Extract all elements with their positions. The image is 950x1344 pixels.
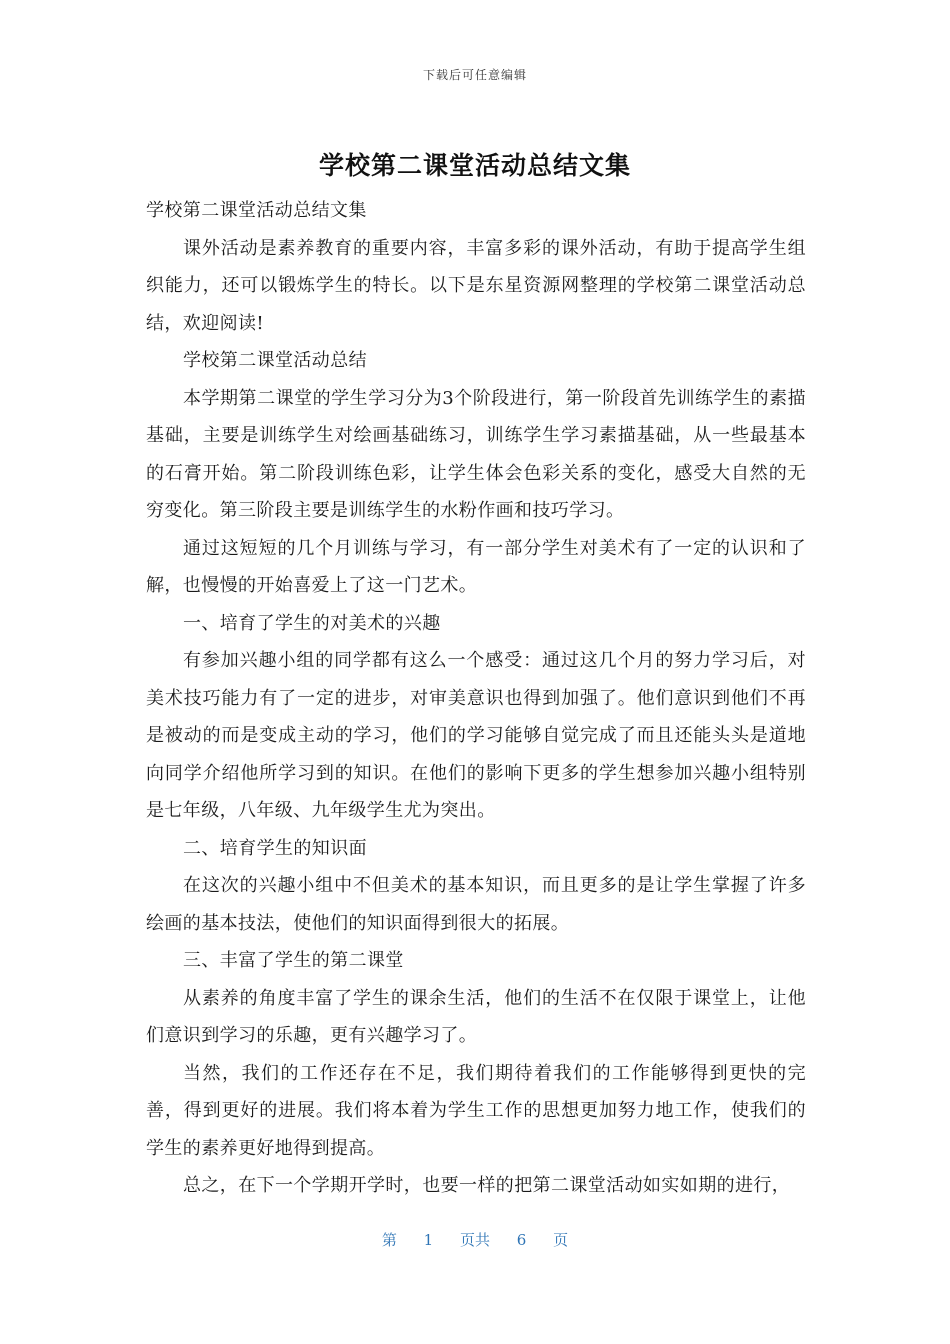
paragraph: 在这次的兴趣小组中不但美术的基本知识，而且更多的是让学生掌握了许多绘画的基本技法，使他们的知识面得到很大的拓展。	[146, 875, 806, 934]
footer-page-total: 6	[516, 1231, 527, 1249]
section-heading: 学校第二课堂活动总结	[183, 350, 367, 371]
paragraph: 当然，我们的工作还存在不足，我们期待着我们的工作能够得到更快的完善，得到更好的进展。我们将本着为学生工作的思想更加努力地工作，使我们的学生的素养更好地得到提高。	[146, 1062, 806, 1159]
paragraph: 通过这短短的几个月训练与学习，有一部分学生对美术有了一定的认识和了解，也慢慢的开始喜爱上了这一门艺术。	[146, 537, 806, 596]
paragraph: 课外活动是素养教育的重要内容，丰富多彩的课外活动，有助于提高学生组织能力，还可以锻炼学生的特长。以下是东星资源网整理的学校第二课堂活动总结，欢迎阅读!	[146, 237, 806, 334]
footer-middle: 页共	[459, 1231, 490, 1249]
paragraph: 学校第二课堂活动总结文集	[146, 200, 367, 221]
paragraph: 从素养的角度丰富了学生的课余生活，他们的生活不在仅限于课堂上，让他们意识到学习的乐趣，更有兴趣学习了。	[146, 987, 806, 1046]
paragraph: 本学期第二课堂的学生学习分为3个阶段进行，第一阶段首先训练学生的素描基础，主要是训练学生对绘画基础练习，训练学生学习素描基础，从一些最基本的石膏开始。第二阶段训练色彩，让学生体会色彩关系的变化，感受大自然的无穷变化。第三阶段主要是训练学生的水粉作画和技巧学习。	[146, 387, 806, 521]
document-body	[146, 192, 806, 1205]
footer-page-current: 1	[423, 1231, 434, 1249]
section-heading: 三、丰富了学生的第二课堂	[183, 950, 404, 971]
header-note: 下载后可任意编辑	[422, 68, 527, 82]
footer-prefix: 第	[381, 1231, 397, 1249]
section-heading: 一、培育了学生的对美术的兴趣	[183, 612, 441, 634]
paragraph: 有参加兴趣小组的同学都有这么一个感受：通过这几个月的努力学习后，对美术技巧能力有了一定的进步，对审美意识也得到加强了。他们意识到他们不再是被动的而是变成主动的学习，他们的学习能够自觉完成了而且还能头头是道地向同学介绍他所学习到的知识。在他们的影响下更多的学生想参加兴趣小组特别是七年级，八年级、九年级学生尤为突出。	[146, 650, 806, 821]
page-footer	[0, 1229, 950, 1250]
section-heading: 二、培育学生的知识面	[183, 837, 367, 859]
footer-suffix: 页	[553, 1231, 569, 1249]
paragraph: 总之，在下一个学期开学时，也要一样的把第二课堂活动如实如期的进行，	[183, 1175, 791, 1196]
document-title: 学校第二课堂活动总结文集	[318, 151, 631, 180]
